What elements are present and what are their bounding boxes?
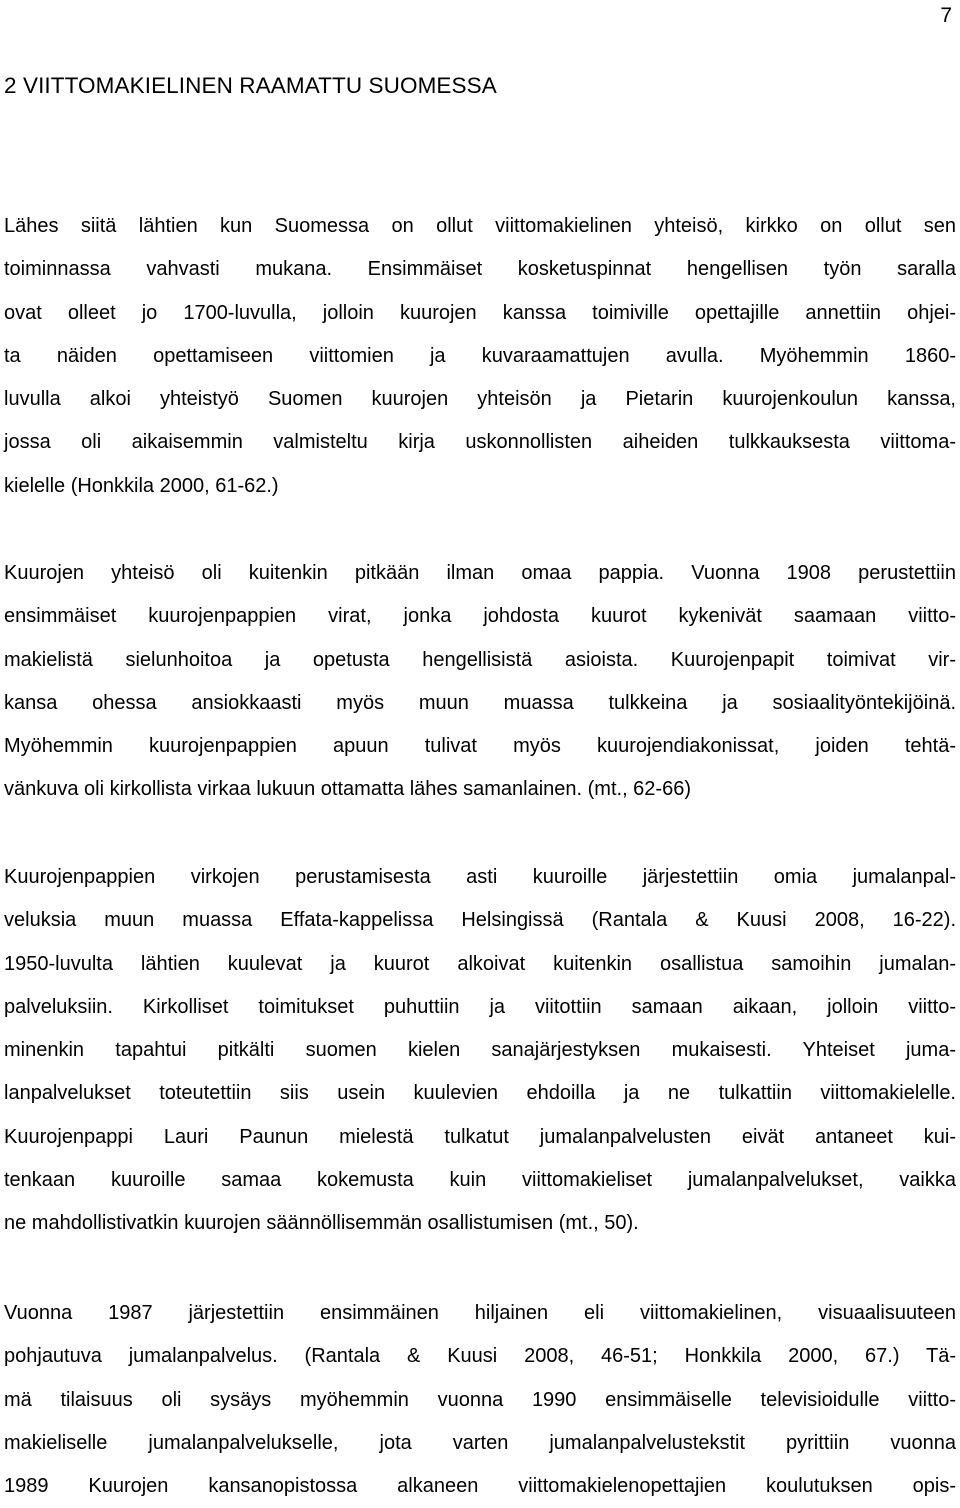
text-line: tenkaan kuuroille samaa kokemusta kuin viittomakieliset jumalanpalvelukset, vaikka xyxy=(4,1169,956,1192)
paragraph-1 xyxy=(4,205,956,508)
text-line: vänkuva oli kirkollista virkaa lukuun ottamatta lähes samanlainen. (mt., 62-66) xyxy=(4,778,691,801)
text-line: Kuurojen yhteisö oli kuitenkin pitkään ilman omaa pappia. Vuonna 1908 perustettiin xyxy=(4,562,956,584)
text-line: kielelle (Honkkila 2000, 61-62.) xyxy=(4,474,279,497)
text-line: kansa ohessa ansiokkaasti myös muun muassa tulkkeina ja sosiaalityöntekijöinä. xyxy=(4,691,956,714)
text-line: palveluksiin. Kirkolliset toimitukset puhuttiin ja viitottiin samaan aikaan, jolloin viitto- xyxy=(4,995,956,1018)
page-number: 7 xyxy=(940,4,952,27)
text-line: luvulla alkoi yhteistyö Suomen kuurojen yhteisön ja Pietarin kuurojenkoulun kanssa, xyxy=(4,388,956,411)
text-line: Myöhemmin kuurojenpappien apuun tulivat myös kuurojendiakonissat, joiden tehtä- xyxy=(4,735,956,758)
text-line: jossa oli aikaisemmin valmisteltu kirja uskonnollisten aiheiden tulkkauksesta viittoma- xyxy=(4,431,956,454)
text-line: toiminnassa vahvasti mukana. Ensimmäiset kosketuspinnat hengellisen työn saralla xyxy=(4,258,956,281)
text-line: 1950-luvulta lähtien kuulevat ja kuurot alkoivat kuitenkin osallistua samoihin jumalan- xyxy=(4,952,956,975)
text-line: minenkin tapahtui pitkälti suomen kielen sanajärjestyksen mukaisesti. Yhteiset juma- xyxy=(4,1039,956,1062)
text-line: ta näiden opettamiseen viittomien ja kuvaraamattujen avulla. Myöhemmin 1860- xyxy=(4,344,956,367)
text-line: makieliselle jumalanpalvelukselle, jota varten jumalanpalvelustekstit pyrittiin vuonna xyxy=(4,1431,956,1454)
text-line: ne mahdollistivatkin kuurojen säännöllisemmän osallistumisen (mt., 50). xyxy=(4,1212,639,1235)
text-line: ovat olleet jo 1700-luvulla, jolloin kuurojen kanssa toimiville opettajille annettiin ohjei- xyxy=(4,301,956,324)
text-line: 1989 Kuurojen kansanopistossa alkaneen viittomakielenopettajien koulutuksen opis- xyxy=(4,1475,956,1498)
text-line: lanpalvelukset toteutettiin siis usein kuulevien ehdoilla ja ne tulkattiin viittomakielelle. xyxy=(4,1082,956,1105)
paragraph-2 xyxy=(4,552,956,812)
text-line: Kuurojenpappien virkojen perustamisesta asti kuuroille järjestettiin omia jumalanpal- xyxy=(4,866,956,888)
paragraph-4 xyxy=(4,1292,956,1508)
section-heading: 2 VIITTOMAKIELINEN RAAMATTU SUOMESSA xyxy=(4,73,497,98)
paragraph-3 xyxy=(4,856,956,1246)
text-line: Vuonna 1987 järjestettiin ensimmäinen hiljainen eli viittomakielinen, visuaalisuuteen xyxy=(4,1302,956,1324)
text-line: ensimmäiset kuurojenpappien virat, jonka johdosta kuurot kykenivät saamaan viitto- xyxy=(4,605,956,628)
text-line: mä tilaisuus oli sysäys myöhemmin vuonna 1990 ensimmäiselle televisioidulle viitto- xyxy=(4,1388,956,1411)
text-line: makielistä sielunhoitoa ja opetusta hengellisistä asioista. Kuurojenpapit toimivat vir- xyxy=(4,648,956,671)
text-line: veluksia muun muassa Effata-kappelissa Helsingissä (Rantala & Kuusi 2008, 16-22). xyxy=(4,909,956,932)
text-line: Kuurojenpappi Lauri Paunun mielestä tulkatut jumalanpalvelusten eivät antaneet kui- xyxy=(4,1125,956,1148)
text-line: Lähes siitä lähtien kun Suomessa on ollut viittomakielinen yhteisö, kirkko on ollut sen xyxy=(4,215,956,237)
text-line: pohjautuva jumalanpalvelus. (Rantala & Kuusi 2008, 46-51; Honkkila 2000, 67.) Tä- xyxy=(4,1345,956,1368)
